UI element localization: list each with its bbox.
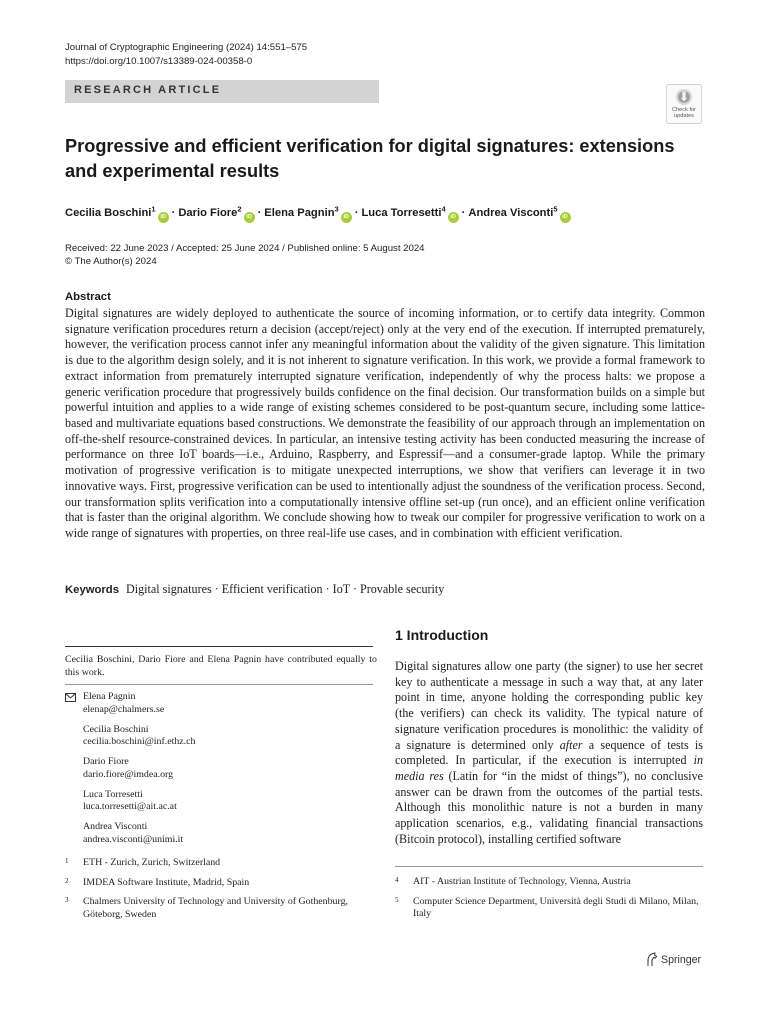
affiliation: 4 AIT - Austrian Institute of Technology, Vienna, Austria	[395, 876, 631, 887]
email-link[interactable]: dario.fiore@imdea.org	[83, 768, 174, 780]
author[interactable]: Dario Fiore$^2$iD	[178, 207, 254, 219]
journal-header	[65, 41, 307, 69]
contribution-note: Cecilia Boschini, Dario Fiore and Elena Pagnin have contributed equally to this work.	[65, 654, 377, 678]
crossmark-label: Check for updates	[672, 107, 696, 119]
doi-link[interactable]: https://doi.org/10.1007/s13389-024-00358-0	[65, 56, 253, 67]
affiliation: 5 Computer Science Department, Università degli Studi di Milano, Milan, Italy	[395, 895, 699, 920]
paper-title: Progressive and efficient verification for digital signatures: extensions and experimental results	[65, 136, 675, 181]
publication-dates: Received: 22 June 2023 / Accepted: 25 June 2024 / Published online: 5 August 2024 © The Author(s) 2024	[65, 243, 425, 267]
contact-entry: Elena Pagnin elenap@chalmers.se	[83, 691, 375, 716]
copyright-line: © The Author(s) 2024	[65, 256, 157, 267]
springer-horse-icon	[645, 952, 658, 967]
contact-divider	[65, 684, 373, 685]
email-link[interactable]: luca.torresetti@ait.ac.at	[83, 801, 177, 813]
publisher-logo	[645, 952, 701, 967]
author[interactable]: Elena Pagnin$^3$iD	[264, 207, 351, 219]
check-for-updates-badge[interactable]	[666, 84, 702, 124]
affiliations-right	[395, 876, 705, 928]
footnote-divider	[65, 646, 373, 647]
footnote-divider-right	[395, 866, 703, 867]
email-link[interactable]: cecilia.boschini@inf.ethz.ch	[83, 736, 196, 748]
affiliation: 2 IMDEA Software Institute, Madrid, Spain	[65, 876, 250, 888]
affiliations-left	[65, 857, 385, 928]
article-type-banner: RESEARCH ARTICLE	[65, 80, 379, 103]
envelope-icon	[65, 693, 76, 702]
affiliation: 1 ETH - Zurich, Zurich, Switzerland	[65, 857, 221, 868]
affiliation: 3 Chalmers University of Technology and University of Gothenburg, Göteborg, Sweden	[65, 896, 348, 920]
crossmark-icon	[675, 88, 693, 106]
journal-citation: Journal of Cryptographic Engineering (2024) 14:551–575	[65, 42, 308, 53]
keywords-label: Keywords	[65, 584, 119, 596]
publisher-name: Springer	[661, 953, 702, 966]
author[interactable]: Cecilia Boschini$^1$iD	[65, 207, 169, 219]
orcid-icon[interactable]: iD	[158, 212, 169, 223]
orcid-icon[interactable]: iD	[244, 212, 255, 223]
abstract-heading: Abstract	[65, 291, 111, 303]
contact-entry: Luca Torresetti luca.torresetti@ait.ac.at	[83, 789, 375, 814]
section-heading-introduction: 1 Introduction	[395, 627, 489, 643]
introduction-paragraph: Digital signatures allow one party (the signer) to use her secret key to authenticate a message in such a way that, at any later point in time, anyone holding the corresponding public key (the verifiers) can check its validity. The typical nature of signature verification procedures is monolithic: the validity of a signature is determined only after a sequence of tests is completed. In particular, if the execution is interrupted in media res (Latin for “in the midst of things”), no conclusive answer can be drawn from the outcomes of the partial tests. Although this monolithic nature is not a burden in many application scenarios, e.g., validating financial transactions (Bitcoin protocol), installing certified software	[395, 659, 703, 846]
orcid-icon[interactable]: iD	[341, 212, 352, 223]
orcid-icon[interactable]: iD	[560, 212, 571, 223]
contact-entry: Andrea Visconti andrea.visconti@unimi.it	[83, 821, 375, 846]
author[interactable]: Andrea Visconti$^5$iD	[468, 207, 570, 219]
contact-entry: Dario Fiore dario.fiore@imdea.org	[83, 756, 375, 781]
author[interactable]: Luca Torresetti$^4$iD	[361, 207, 458, 219]
keywords	[65, 582, 444, 597]
email-link[interactable]: elenap@chalmers.se	[83, 703, 165, 715]
orcid-icon[interactable]: iD	[448, 212, 459, 223]
keywords-list: Digital signatures · Efficient verification · IoT · Provable security	[126, 582, 445, 596]
author-list: Cecilia Boschini$^1$iD · Dario Fiore$^2$iD · Elena Pagnin$^3$iD · Luca Torresetti$^4$iD · Andrea Visconti$^5$iD	[65, 204, 571, 223]
email-link[interactable]: andrea.visconti@unimi.it	[83, 833, 184, 845]
contact-entry: Cecilia Boschini cecilia.boschini@inf.ethz.ch	[83, 724, 375, 749]
abstract-text: Digital signatures are widely deployed to authenticate the source of incoming information, or to certify data integrity. Common signature verification procedures return a decision (accept/reject) only at the very end of the execution. If interrupted prematurely, however, the verification process cannot infer any meaningful information about the validity of the given signature. This limitation is due to the algorithm design solely, and it is not inherent to signature verification. In this work, we provide a formal framework to extract information from prematurely interrupted signature verification, independently of why the process halts: we propose a generic verification procedure that progressively builds confidence on the final decision. Our transformation builds on a simple but powerful intuition and applies to a wide range of existing schemes considered to be post-quantum secure, including some lattice-based and multivariate equations based constructions. We demonstrate the feasibility of our approach through an implementation on off-the-shelf resource-constrained devices. In particular, an intensive testing activity has been conducted measuring the increase of performance on three IoT boards—i.e., Arduino, Raspberry, and Espressif—and a consumer-grade laptop. While the primary motivation of progressive verification is to mitigate unexpected interruptions, we show that verifiers can leverage it in two innovative ways. First, progressive verification can be used to intentionally adjust the soundness of the verification process. Second, our transformation splits verification into a computationally intensive offline set-up (run once), and an efficient online verification that is faster than the original algorithm. We conclude showing how to tweak our compiler for progressive verification to work on a wide range of signatures with properties, on three real-life use cases, and in combination with efficient verification.	[65, 306, 705, 541]
contact-list	[65, 691, 375, 854]
